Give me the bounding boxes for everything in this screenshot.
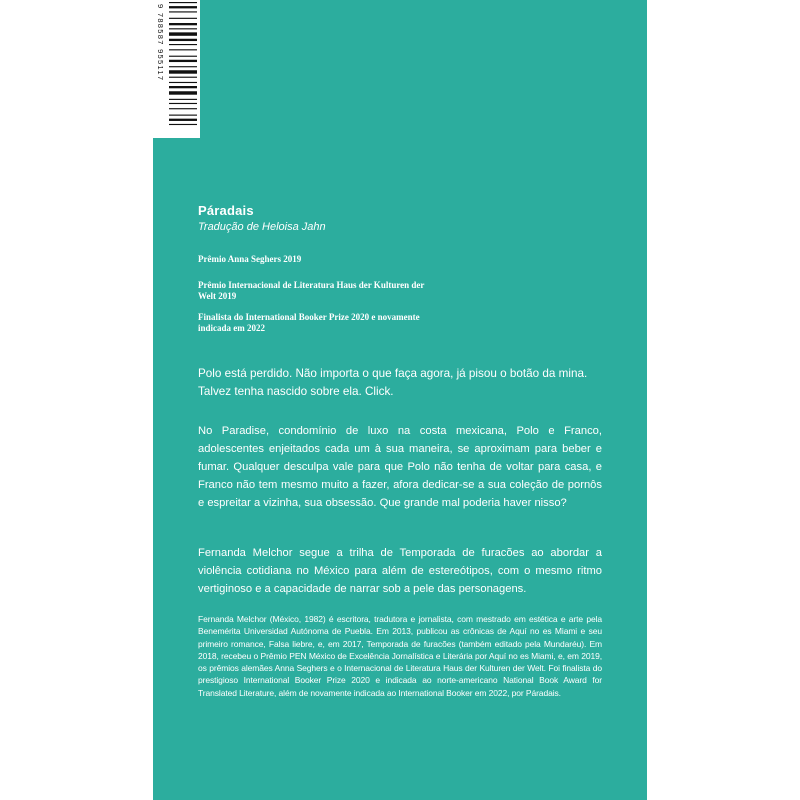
barcode-bar: [169, 119, 197, 121]
barcode-bar: [169, 18, 197, 19]
barcode-bar: [169, 32, 197, 35]
barcode-bar: [169, 28, 197, 29]
barcode-bar: [169, 82, 197, 83]
translator-credit: Tradução de Heloisa Jahn: [198, 221, 326, 233]
blurb-paragraph-1: No Paradise, condomínio de luxo na costa mexicana, Polo e Franco, adolescentes enjeitados cada um à sua maneira, se aproximam para beber e fumar. Qualquer desculpa vale para que Polo não tenha de voltar para casa, e Franco não tem mesmo muito a fazer, afora dedicar-se a sua coleção de pornôs e espreitar a vizinha, sua obsessão. Que grande mal poderia haver nisso?: [198, 425, 602, 509]
barcode-bar: [169, 39, 197, 41]
award-anna-seghers: Prêmio Anna Seghers 2019: [198, 254, 302, 264]
book-title: Páradais: [198, 203, 254, 218]
barcode-bar: [169, 44, 197, 45]
barcode-bar: [169, 2, 197, 3]
author-bio: Fernanda Melchor (México, 1982) é escritora, tradutora e jornalista, com mestrado em estética e arte pela Benemérita Universidad Autónoma de Puebla. Em 2013, publicou as crônicas de Aquí no es Miami e seu primeiro romance, Falsa liebre, e, em 2017, Temporada de furacões (também editado pela Mundaréu). Em 2018, recebeu o Prêmio PEN México de Excelência Jornalística e Literária por Aquí no es Miami, e, em 2019, os prêmios alemães Anna Seghers e o Internacional de Literatura Haus der Kulturen der Welt. Foi finalista do prestigioso International Booker Prize 2020 e indicada ao norte-americano National Book Award for Translated Literature, além de novamente indicada ao International Booker em 2022, por Páradais.: [198, 614, 602, 698]
barcode-bar: [169, 99, 197, 100]
barcode-bar: [169, 70, 197, 73]
barcode-bar: [169, 6, 197, 8]
barcode-bar: [169, 11, 197, 12]
blurb-lead: Polo está perdido. Não importa o que faça agora, já pisou o botão da mina. Talvez tenha nascido sobre ela. Click.: [198, 367, 588, 398]
barcode-bar: [169, 91, 197, 94]
barcode-bar: [169, 115, 197, 116]
barcode-bar: [169, 86, 197, 88]
barcode-bar: [169, 66, 197, 67]
blurb-paragraph-2: Fernanda Melchor segue a trilha de Temporada de furacões ao abordar a violência cotidiana no México para além de estereótipos, com o mesmo ritmo vertiginoso e a capacidade de narrar sob a pele das personagens.: [198, 547, 602, 595]
barcode-bar: [169, 124, 197, 125]
barcode-digits: 9 788587 955117: [156, 4, 165, 82]
barcode-bar: [169, 103, 197, 104]
award-hkw: Prêmio Internacional de Literatura Haus der Kulturen der Welt 2019: [198, 280, 425, 301]
barcode-bar: [169, 49, 197, 50]
award-booker: Finalista do International Booker Prize 2020 e novamente indicada em 2022: [198, 312, 420, 333]
barcode-bar: [169, 23, 197, 25]
barcode-bar: [169, 108, 197, 109]
barcode-bar: [169, 60, 197, 62]
barcode-bar: [169, 56, 197, 57]
barcode-icon: [155, 0, 199, 136]
barcode-bar: [169, 77, 197, 78]
